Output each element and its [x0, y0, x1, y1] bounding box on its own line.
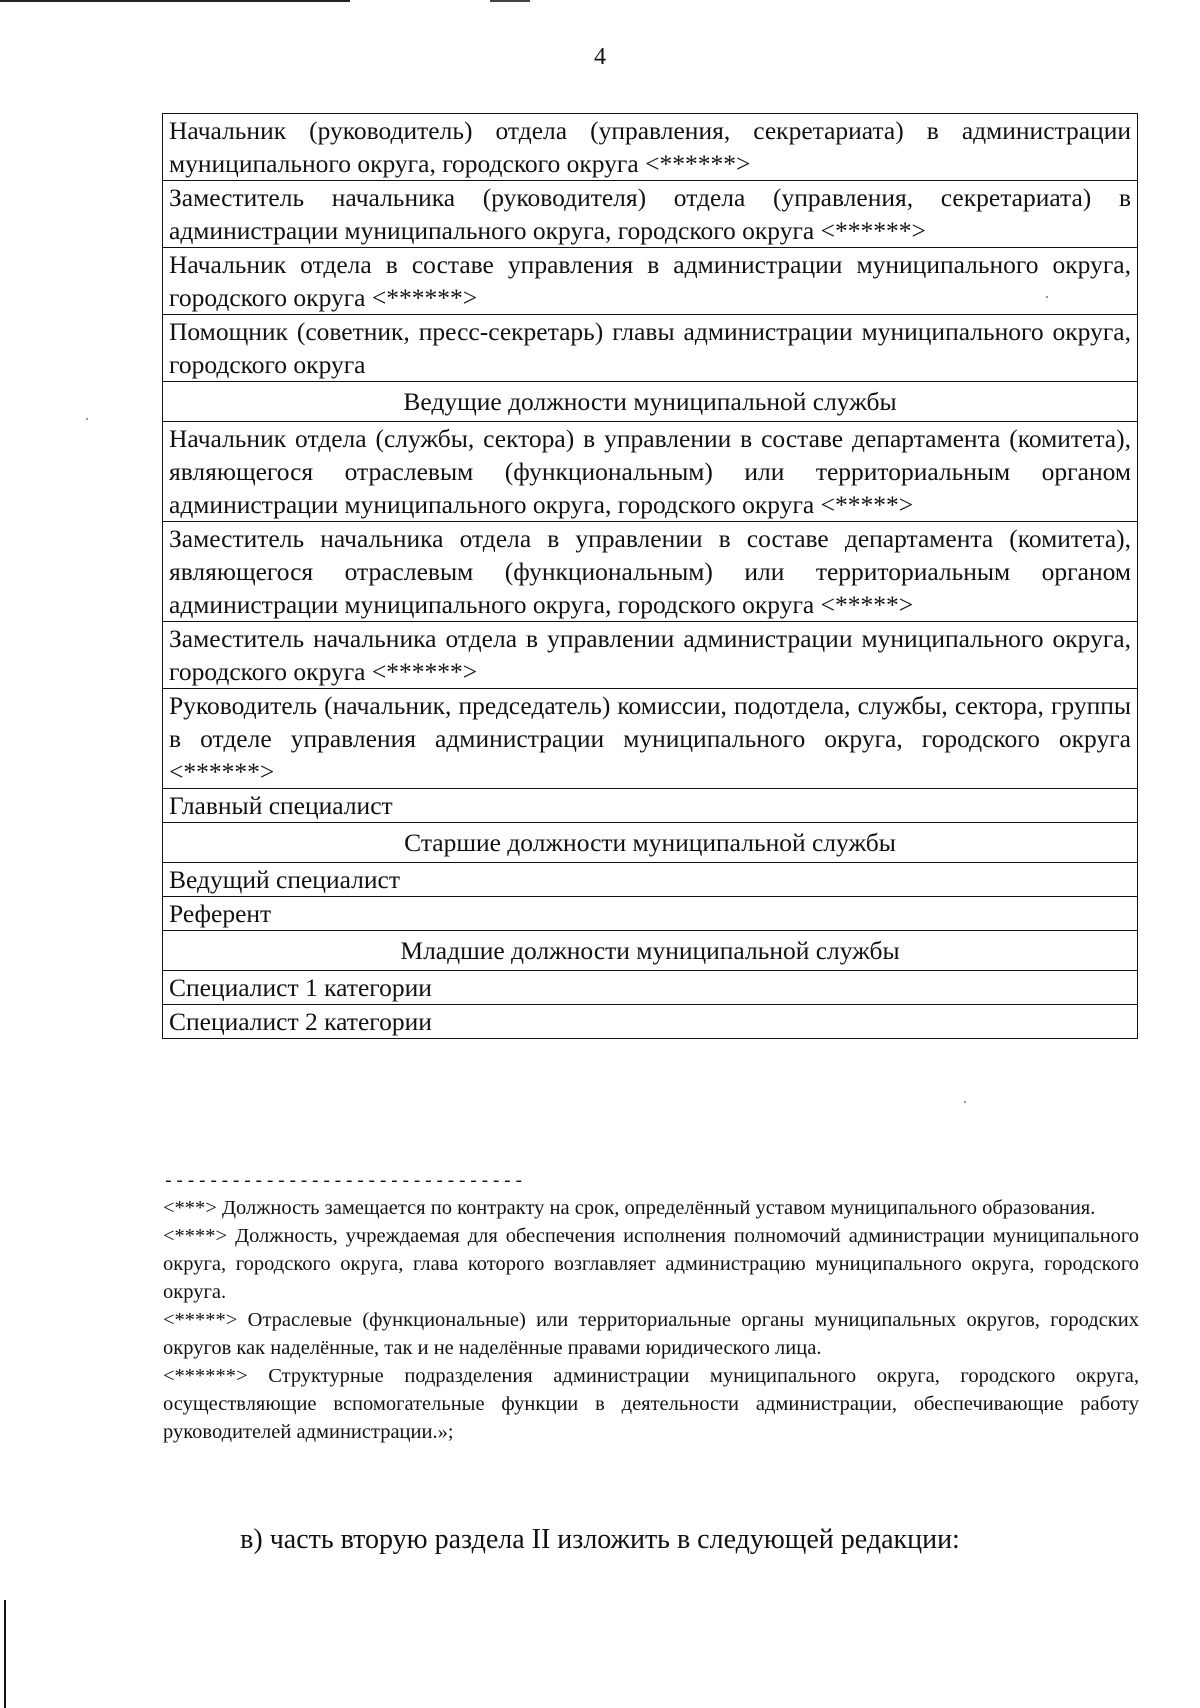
position-row — [163, 622, 1138, 689]
position-title: Специалист 1 категории — [163, 971, 1138, 1005]
position-title: Заместитель начальника (руководителя) отдела (управления, секретариата) в администрации муниципального округа, городского округа <******> — [163, 181, 1138, 248]
page-number: 4 — [594, 44, 606, 70]
position-title: Специалист 2 категории — [163, 1005, 1138, 1039]
position-row — [163, 1005, 1138, 1039]
position-row — [163, 422, 1138, 522]
category-header-row — [163, 382, 1138, 422]
position-row — [163, 971, 1138, 1005]
position-row — [163, 522, 1138, 622]
footnote-2: <****> Должность, учреждаемая для обеспечения исполнения полномочий администрации муниципального округа, городского округа, глава которого возглавляет администрацию муниципального округа, городского округа. — [163, 1225, 1139, 1303]
top-edge-line — [0, 0, 350, 2]
scan-speck — [86, 418, 88, 420]
position-row — [163, 789, 1138, 823]
closing-paragraph: в) часть вторую раздела II изложить в следующей редакции: — [240, 1524, 960, 1555]
category-header: Младшие должности муниципальной службы — [163, 931, 1138, 971]
left-margin-scan-line — [4, 1600, 6, 1708]
position-row — [163, 248, 1138, 315]
position-title: Помощник (советник, пресс-секретарь) главы администрации муниципального округа, городского округа — [163, 315, 1138, 382]
category-header: Ведущие должности муниципальной службы — [163, 382, 1138, 422]
position-row — [163, 897, 1138, 931]
footnote-separator: -------------------------------- — [163, 1172, 525, 1192]
position-title: Заместитель начальника отдела в управлении в составе департамента (комитета), являющегося отраслевым (функциональным) или территориальным органом администрации муниципального округа, городского округа <*****> — [163, 522, 1138, 622]
footnotes — [163, 1194, 1139, 1446]
position-row — [163, 689, 1138, 789]
position-row — [163, 114, 1138, 181]
position-title: Ведущий специалист — [163, 863, 1138, 897]
position-row — [163, 863, 1138, 897]
scan-speck — [1046, 296, 1048, 298]
category-header-row — [163, 823, 1138, 863]
category-header: Старшие должности муниципальной службы — [163, 823, 1138, 863]
positions-table — [162, 113, 1138, 1039]
scan-speck — [964, 1101, 966, 1103]
position-title: Руководитель (начальник, председатель) комиссии, подотдела, службы, сектора, группы в отделе управления администрации муниципального округа, городского округа <******> — [163, 689, 1138, 789]
position-row — [163, 181, 1138, 248]
position-title: Начальник отдела (службы, сектора) в управлении в составе департамента (комитета), являющегося отраслевым (функциональным) или территориальным органом администрации муниципального округа, городского округа <*****> — [163, 422, 1138, 522]
position-row — [163, 315, 1138, 382]
position-title: Заместитель начальника отдела в управлении администрации муниципального округа, городского округа <******> — [163, 622, 1138, 689]
position-title: Референт — [163, 897, 1138, 931]
position-title: Начальник отдела в составе управления в администрации муниципального округа, городского округа <******> — [163, 248, 1138, 315]
position-title: Главный специалист — [163, 789, 1138, 823]
top-edge-mark — [490, 0, 530, 2]
footnote-4: <******> Структурные подразделения администрации муниципального округа, городского округа, осуществляющие вспомогательные функции в деятельности администрации, обеспечивающие работу руководителей администрации.»; — [163, 1365, 1139, 1443]
footnote-3: <*****> Отраслевые (функциональные) или территориальные органы муниципальных округов, городских округов как наделённые, так и не наделённые правами юридического лица. — [163, 1309, 1139, 1359]
position-title: Начальник (руководитель) отдела (управления, секретариата) в администрации муниципального округа, городского округа <******> — [163, 114, 1138, 181]
category-header-row — [163, 931, 1138, 971]
footnote-1: <***> Должность замещается по контракту на срок, определённый уставом муниципального образования. — [163, 1197, 1096, 1219]
